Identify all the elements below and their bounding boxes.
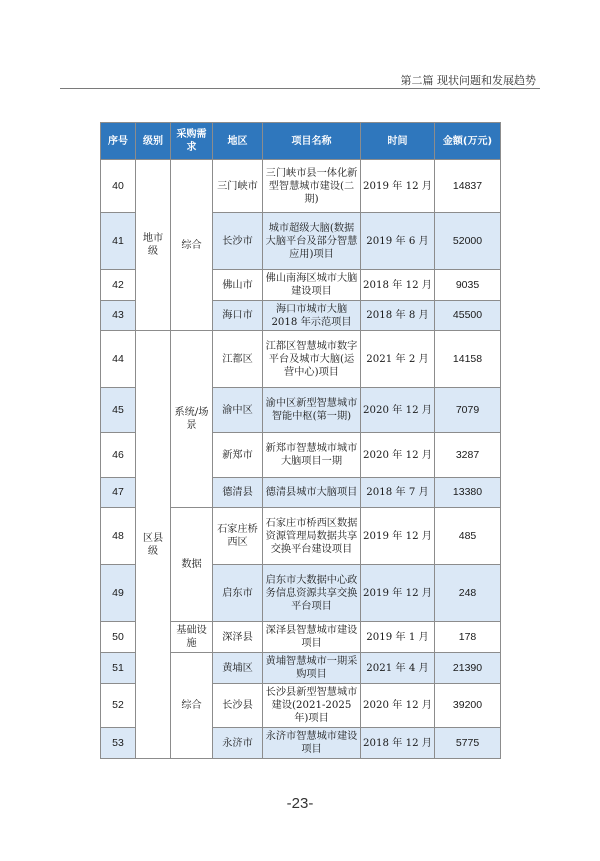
- row-region: 永济市: [213, 728, 263, 759]
- row-time: 2021 年 2 月: [361, 331, 435, 388]
- row-time: 2019 年 1 月: [361, 622, 435, 653]
- row-region: 新郑市: [213, 433, 263, 478]
- need-data-cell: 数据: [171, 508, 213, 622]
- row-no: 47: [101, 478, 136, 508]
- col-header-amount: 金额(万元): [435, 123, 501, 160]
- row-amount: 52000: [435, 213, 501, 270]
- row-no: 40: [101, 160, 136, 213]
- table-row: [101, 160, 501, 213]
- row-amount: 39200: [435, 684, 501, 728]
- header-rule: [60, 88, 540, 89]
- row-amount: 7079: [435, 388, 501, 433]
- row-project: 渝中区新型智慧城市智能中枢(第一期): [263, 388, 361, 433]
- page-number: -23-: [286, 795, 314, 812]
- col-header-region: 地区: [213, 123, 263, 160]
- row-time: 2018 年 7 月: [361, 478, 435, 508]
- level-county-cell: 区县级: [136, 331, 171, 759]
- row-no: 51: [101, 653, 136, 684]
- row-amount: 9035: [435, 270, 501, 301]
- running-header-title: 第二篇 现状问题和发展趋势: [400, 74, 536, 87]
- need-comprehensive-cell: 综合: [171, 653, 213, 759]
- row-region: 深泽县: [213, 622, 263, 653]
- row-amount: 248: [435, 565, 501, 622]
- level-city-cell: 地市级: [136, 160, 171, 331]
- row-amount: 14158: [435, 331, 501, 388]
- row-project: 长沙县新型智慧城市建设(2021-2025 年)项目: [263, 684, 361, 728]
- table-header-row: [101, 123, 501, 160]
- row-project: 黄埔智慧城市一期采购项目: [263, 653, 361, 684]
- row-project: 城市超级大脑(数据大脑平台及部分智慧应用)项目: [263, 213, 361, 270]
- row-region: 黄埔区: [213, 653, 263, 684]
- row-project: 石家庄市桥西区数据资源管理局数据共享交换平台建设项目: [263, 508, 361, 565]
- row-time: 2019 年 12 月: [361, 160, 435, 213]
- row-amount: 21390: [435, 653, 501, 684]
- need-comprehensive-cell: 综合: [171, 160, 213, 331]
- col-header-level: 级别: [136, 123, 171, 160]
- row-no: 45: [101, 388, 136, 433]
- row-amount: 45500: [435, 301, 501, 331]
- row-no: 50: [101, 622, 136, 653]
- row-time: 2018 年 8 月: [361, 301, 435, 331]
- row-time: 2018 年 12 月: [361, 728, 435, 759]
- row-region: 佛山市: [213, 270, 263, 301]
- row-amount: 178: [435, 622, 501, 653]
- row-no: 44: [101, 331, 136, 388]
- row-project: 新郑市智慧城市城市大脑项目一期: [263, 433, 361, 478]
- row-time: 2019 年 12 月: [361, 508, 435, 565]
- row-project: 深泽县智慧城市建设项目: [263, 622, 361, 653]
- row-no: 48: [101, 508, 136, 565]
- row-time: 2020 年 12 月: [361, 684, 435, 728]
- row-region: 石家庄桥西区: [213, 508, 263, 565]
- row-region: 三门峡市: [213, 160, 263, 213]
- row-project: 江都区智慧城市数字平台及城市大脑(运营中心)项目: [263, 331, 361, 388]
- row-time: 2018 年 12 月: [361, 270, 435, 301]
- row-amount: 13380: [435, 478, 501, 508]
- row-no: 53: [101, 728, 136, 759]
- row-no: 49: [101, 565, 136, 622]
- row-amount: 5775: [435, 728, 501, 759]
- row-region: 渝中区: [213, 388, 263, 433]
- row-time: 2020 年 12 月: [361, 388, 435, 433]
- row-no: 41: [101, 213, 136, 270]
- col-header-project: 项目名称: [263, 123, 361, 160]
- row-no: 52: [101, 684, 136, 728]
- row-amount: 3287: [435, 433, 501, 478]
- row-project: 三门峡市县一体化新型智慧城市建设(二期): [263, 160, 361, 213]
- row-amount: 485: [435, 508, 501, 565]
- procurement-table: [100, 122, 501, 759]
- row-project: 永济市智慧城市建设项目: [263, 728, 361, 759]
- row-amount: 14837: [435, 160, 501, 213]
- row-region: 海口市: [213, 301, 263, 331]
- col-header-no: 序号: [101, 123, 136, 160]
- row-time: 2021 年 4 月: [361, 653, 435, 684]
- row-project: 德清县城市大脑项目: [263, 478, 361, 508]
- row-region: 长沙市: [213, 213, 263, 270]
- row-no: 46: [101, 433, 136, 478]
- row-time: 2020 年 12 月: [361, 433, 435, 478]
- row-no: 43: [101, 301, 136, 331]
- row-time: 2019 年 12 月: [361, 565, 435, 622]
- row-time: 2019 年 6 月: [361, 213, 435, 270]
- row-project: 海口市城市大脑 2018 年示范项目: [263, 301, 361, 331]
- row-project: 启东市大数据中心政务信息资源共享交换平台项目: [263, 565, 361, 622]
- row-region: 德清县: [213, 478, 263, 508]
- need-system-cell: 系统/场景: [171, 331, 213, 508]
- col-header-time: 时间: [361, 123, 435, 160]
- need-infra-cell: 基础设施: [171, 622, 213, 653]
- table-row: [101, 331, 501, 388]
- col-header-need: 采购需求: [171, 123, 213, 160]
- row-region: 启东市: [213, 565, 263, 622]
- row-region: 江都区: [213, 331, 263, 388]
- row-no: 42: [101, 270, 136, 301]
- row-region: 长沙县: [213, 684, 263, 728]
- row-project: 佛山南海区城市大脑建设项目: [263, 270, 361, 301]
